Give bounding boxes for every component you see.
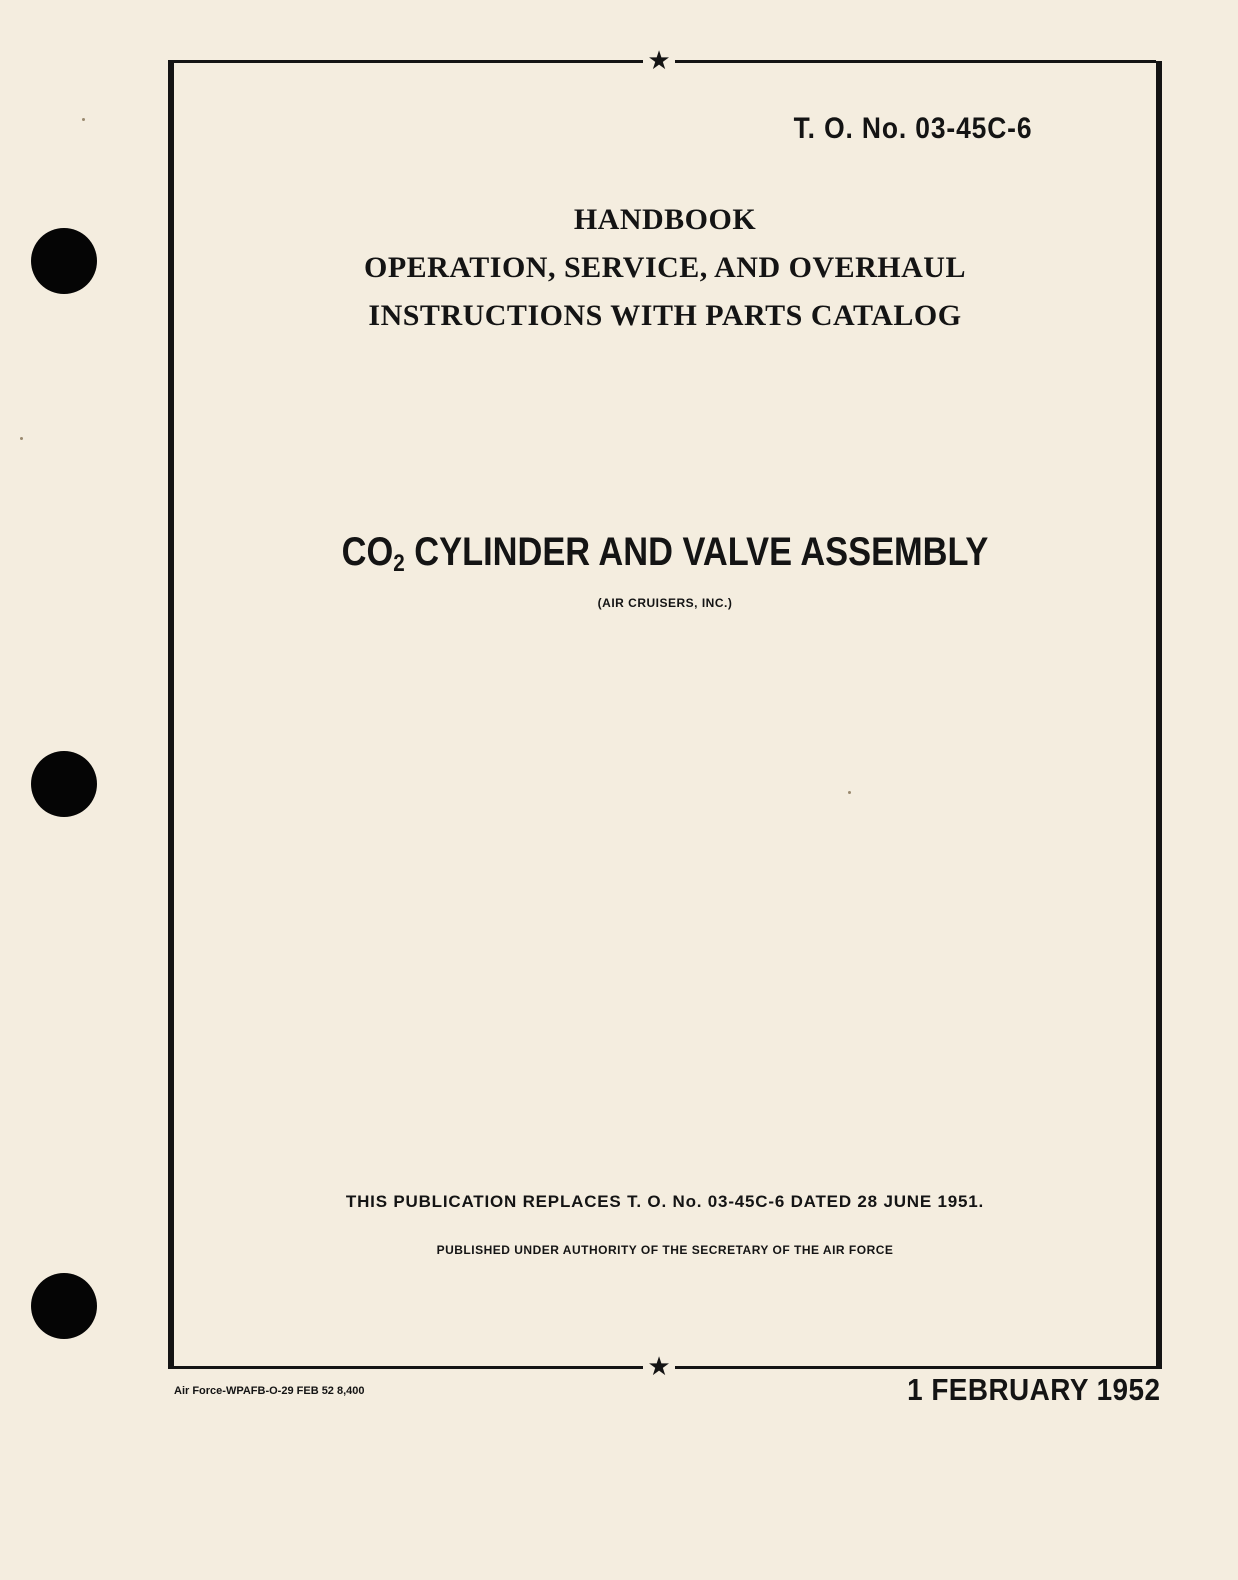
border-top-left xyxy=(168,60,643,63)
technical-order-number: T. O. No. 03-45C-6 xyxy=(793,112,1032,145)
subject-title-rest: CYLINDER AND VALVE ASSEMBLY xyxy=(404,530,989,574)
manufacturer-name: (AIR CRUISERS, INC.) xyxy=(597,596,733,610)
star-icon: ★ xyxy=(647,1352,671,1382)
title-line-operation: OPERATION, SERVICE, AND OVERHAUL xyxy=(364,251,966,284)
paper-speck xyxy=(82,118,85,121)
binder-hole-middle xyxy=(31,751,97,817)
subject-title-prefix: CO xyxy=(341,530,394,574)
replaces-notice: THIS PUBLICATION REPLACES T. O. No. 03-45C-6 DATED 28 JUNE 1951. xyxy=(345,1192,985,1211)
binder-hole-top xyxy=(31,228,97,294)
title-line-handbook: HANDBOOK xyxy=(573,203,757,236)
binder-hole-bottom xyxy=(31,1273,97,1339)
paper-speck xyxy=(20,437,23,440)
subject-title-subscript: 2 xyxy=(393,550,405,577)
document-title-block xyxy=(174,196,1156,340)
issue-date: 1 FEBRUARY 1952 xyxy=(906,1372,1160,1407)
print-code: Air Force-WPAFB-O-29 FEB 52 8,400 xyxy=(174,1385,365,1397)
title-line-instructions: INSTRUCTIONS WITH PARTS CATALOG xyxy=(368,299,962,332)
subject-title xyxy=(174,530,1156,575)
border-bottom-right xyxy=(675,1366,1156,1369)
star-icon: ★ xyxy=(647,46,671,76)
border-bottom-left xyxy=(168,1366,643,1369)
border-top-right xyxy=(675,60,1156,63)
authority-notice: PUBLISHED UNDER AUTHORITY OF THE SECRETARY OF THE AIR FORCE xyxy=(436,1243,894,1257)
